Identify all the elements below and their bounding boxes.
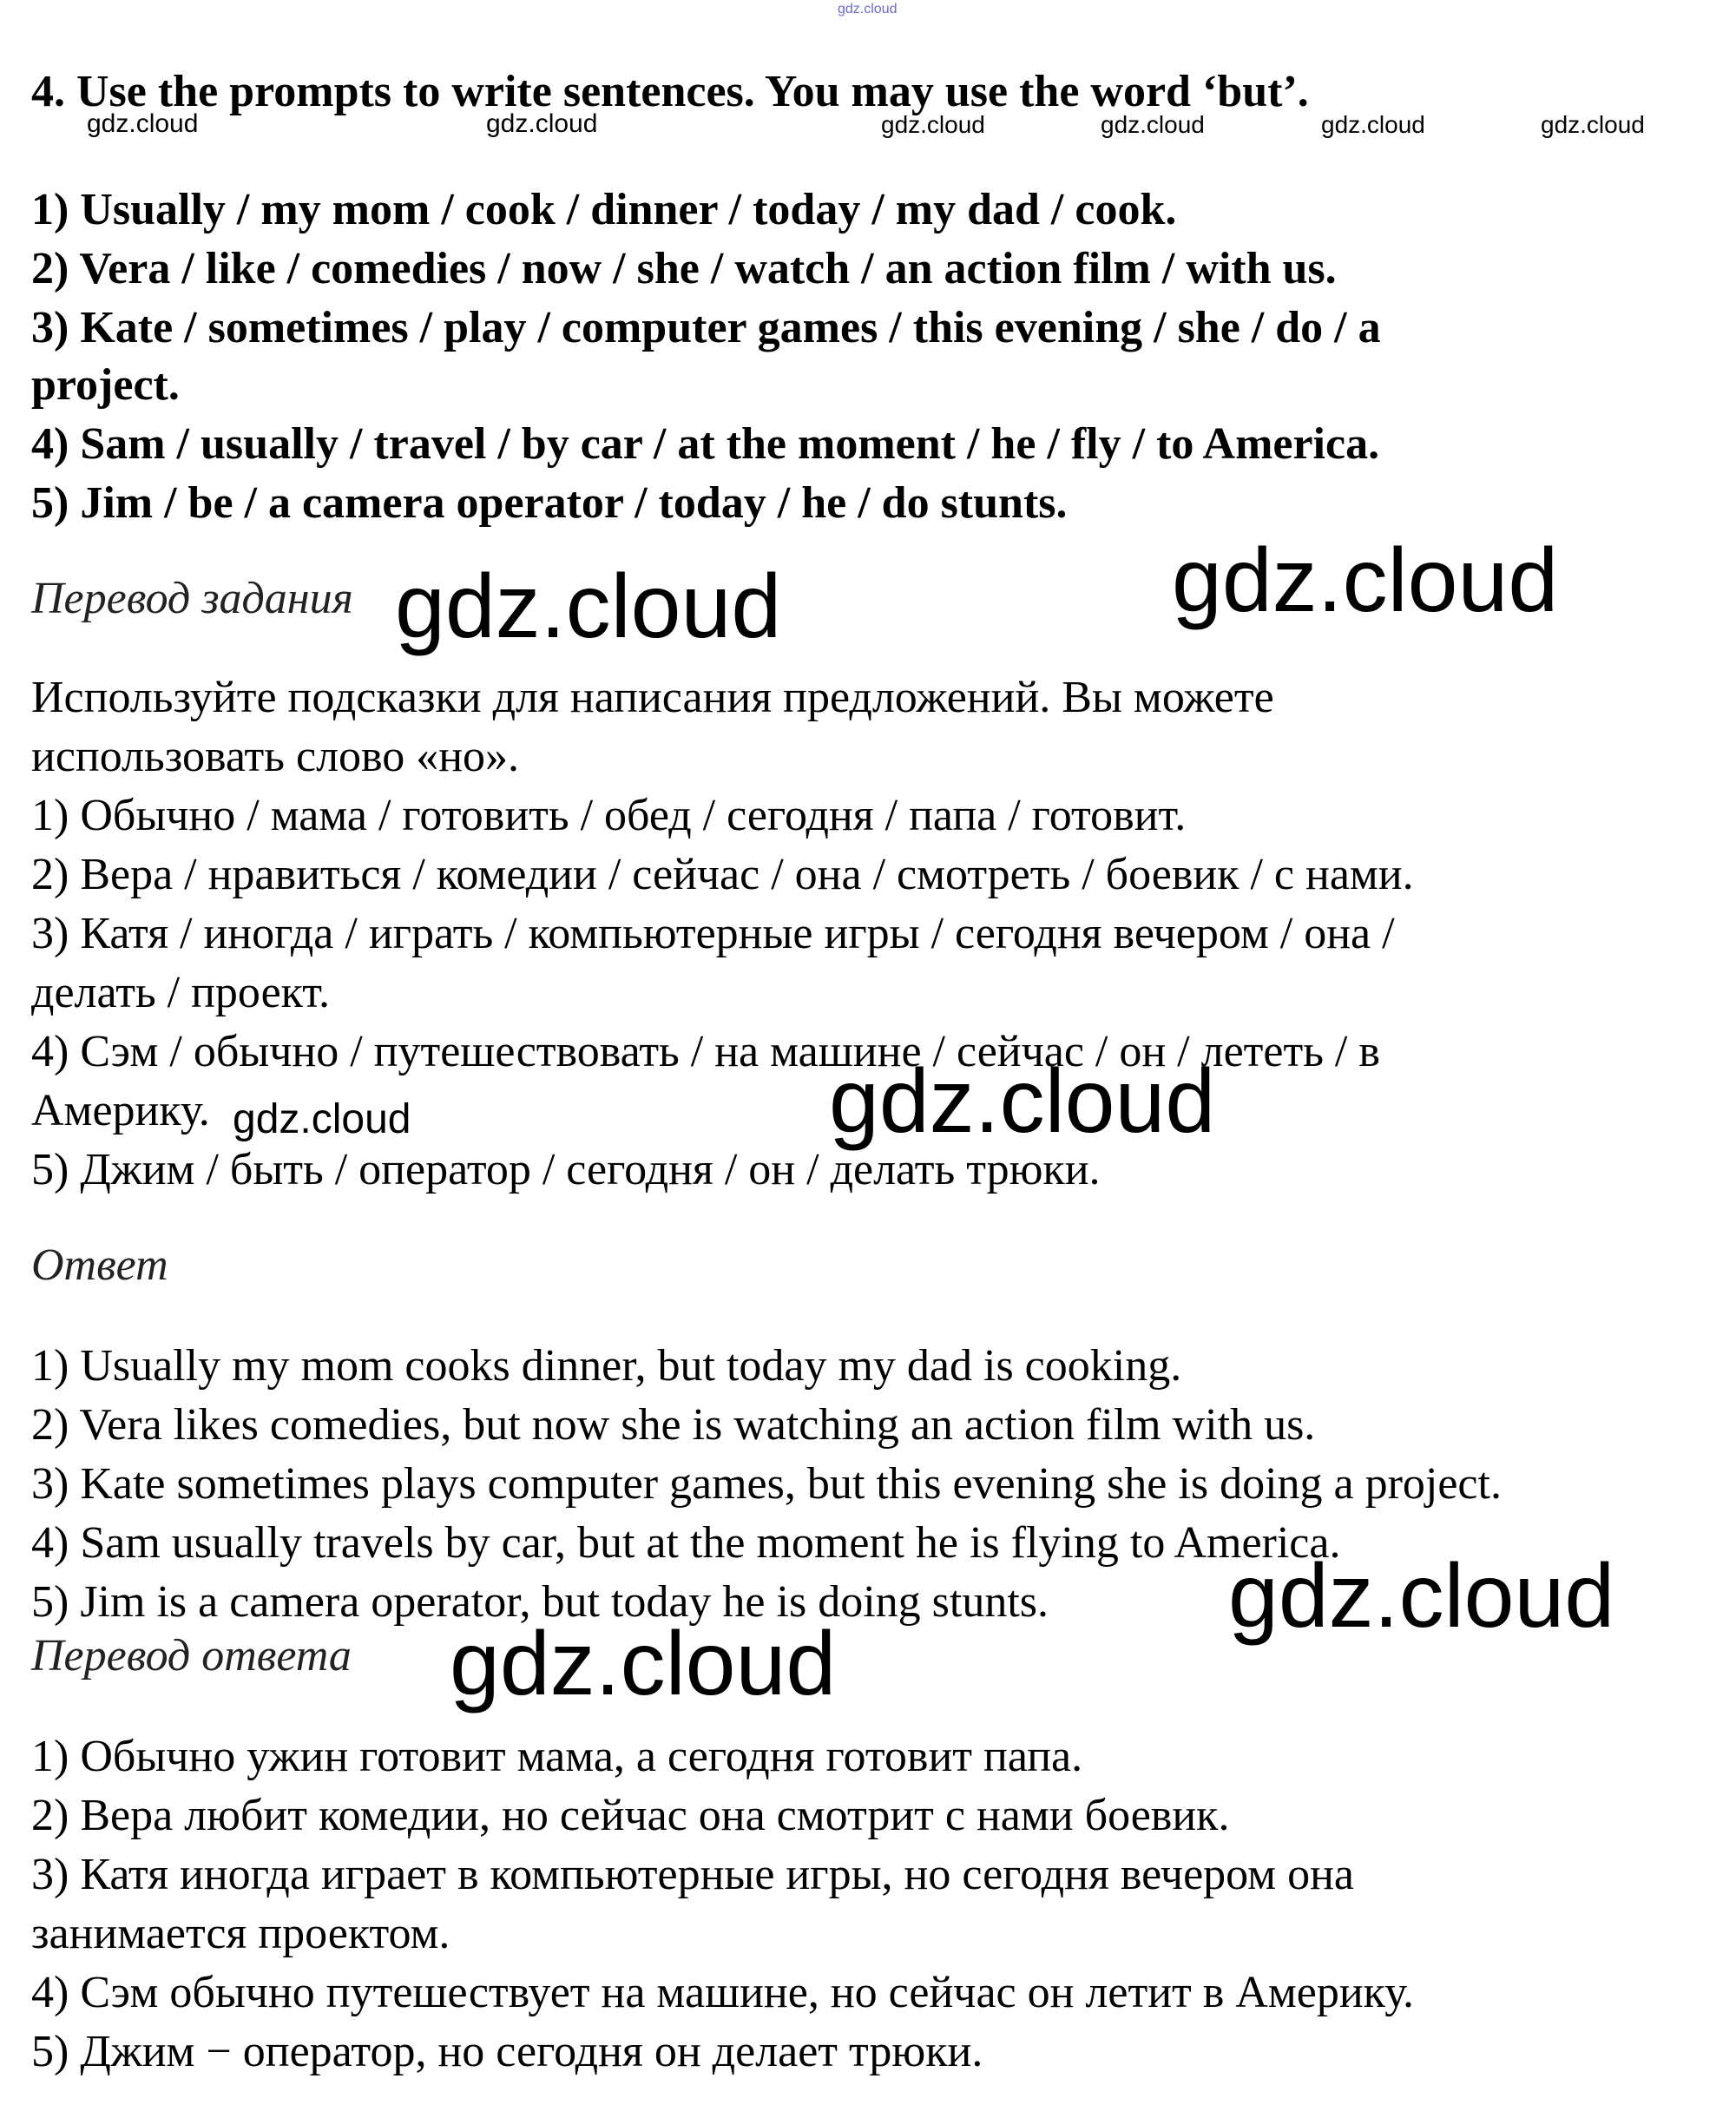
task-line: 2) Vera / like / comedies / now / she / watch / an action film / with us.: [31, 244, 1337, 293]
translation-line: Используйте подсказки для написания предложений. Вы можете: [31, 673, 1274, 722]
translation-line: Америку.: [31, 1086, 210, 1135]
watermark: gdz.cloud: [486, 109, 598, 138]
watermark: gdz.cloud: [87, 109, 199, 138]
task-line: 3) Kate / sometimes / play / computer games / this evening / she / do / a: [31, 303, 1381, 352]
watermark: gdz.cloud: [829, 1051, 1216, 1152]
answer-line: 1) Usually my mom cooks dinner, but today my dad is cooking.: [31, 1341, 1182, 1391]
answer-translation-heading: Перевод ответа: [31, 1631, 352, 1681]
task-translation-heading: Перевод задания: [31, 574, 353, 623]
watermark: gdz.cloud: [1172, 530, 1559, 631]
translation-line: 3) Катя / иногда / играть / компьютерные игры / сегодня вечером / она /: [31, 909, 1395, 958]
answer-translation-line: 5) Джим − оператор, но сегодня он делает трюки.: [31, 2027, 983, 2076]
answer-translation-line: 4) Сэм обычно путешествует на машине, но сейчас он летит в Америку.: [31, 1968, 1414, 2017]
translation-line: 5) Джим / быть / оператор / сегодня / он / делать трюки.: [31, 1145, 1101, 1194]
task-line: 5) Jim / be / a camera operator / today / he / do stunts.: [31, 478, 1068, 528]
task-line: 1) Usually / my mom / cook / dinner / today / my dad / cook.: [31, 185, 1177, 234]
answer-translation-line: 1) Обычно ужин готовит мама, а сегодня готовит папа.: [31, 1732, 1083, 1781]
translation-line: использовать слово «но».: [31, 732, 520, 781]
watermark: gdz.cloud: [1321, 111, 1425, 138]
answer-line: 2) Vera likes comedies, but now she is watching an action film with us.: [31, 1400, 1316, 1450]
task-line: 4) Sam / usually / travel / by car / at the moment / he / fly / to America.: [31, 419, 1380, 469]
watermark-top: gdz.cloud: [838, 2, 898, 16]
answer-translation-line: занимается проектом.: [31, 1909, 450, 1958]
answer-line: 4) Sam usually travels by car, but at the moment he is flying to America.: [31, 1518, 1341, 1568]
watermark: gdz.cloud: [450, 1614, 837, 1714]
answer-translation-line: 3) Катя иногда играет в компьютерные игры, но сегодня вечером она: [31, 1850, 1354, 1899]
answer-heading: Ответ: [31, 1240, 168, 1290]
watermark: gdz.cloud: [881, 111, 985, 138]
translation-line: делать / проект.: [31, 968, 331, 1017]
watermark: gdz.cloud: [1101, 111, 1205, 138]
answer-line: 5) Jim is a camera operator, but today he is doing stunts.: [31, 1577, 1049, 1627]
translation-line: 2) Вера / нравиться / комедии / сейчас / она / смотреть / боевик / с нами.: [31, 850, 1414, 899]
task-title: 4. Use the prompts to write sentences. You may use the word ‘but’.: [31, 67, 1309, 116]
watermark: gdz.cloud: [233, 1096, 411, 1142]
answer-line: 3) Kate sometimes plays computer games, but this evening she is doing a project.: [31, 1459, 1502, 1509]
translation-line: 1) Обычно / мама / готовить / обед / сегодня / папа / готовит.: [31, 791, 1187, 840]
task-line: project.: [31, 360, 180, 410]
watermark: gdz.cloud: [1541, 111, 1645, 138]
watermark: gdz.cloud: [1228, 1546, 1615, 1647]
translation-line: 4) Сэм / обычно / путешествовать / на машине / сейчас / он / лететь / в: [31, 1027, 1380, 1076]
watermark: gdz.cloud: [395, 556, 782, 657]
answer-translation-line: 2) Вера любит комедии, но сейчас она смотрит с нами боевик.: [31, 1791, 1230, 1840]
